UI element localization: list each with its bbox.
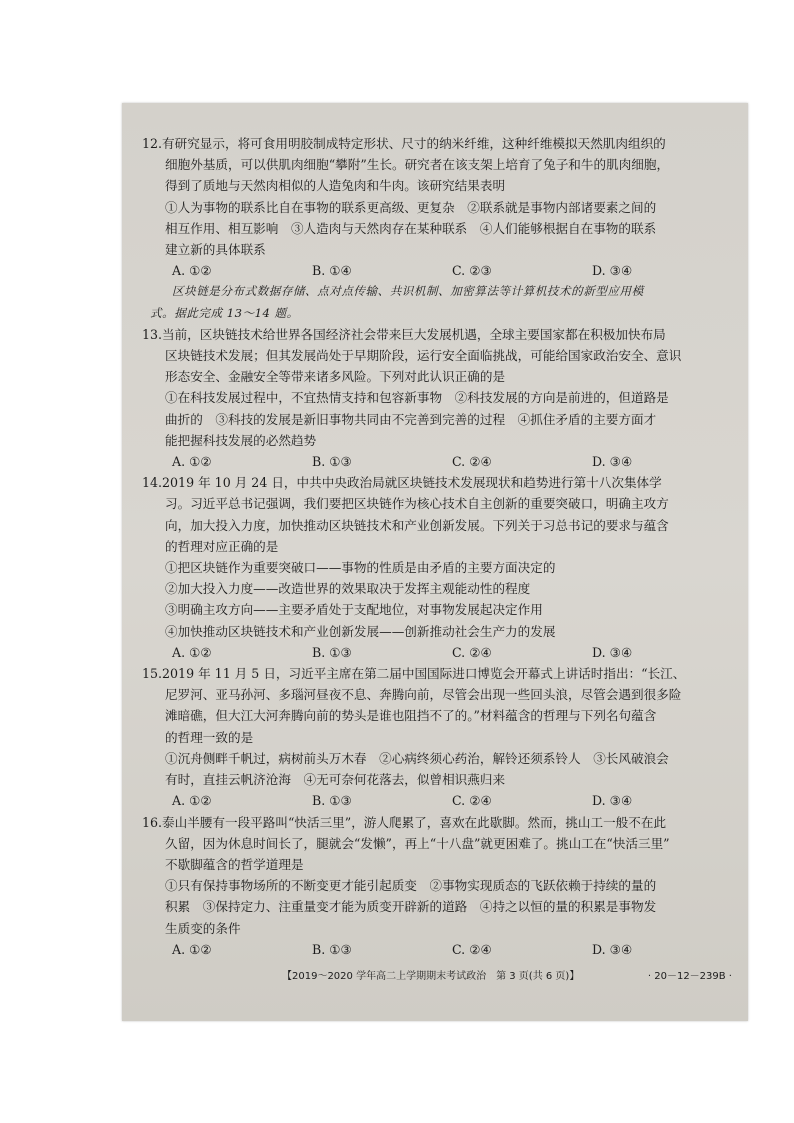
question-line: 形态安全、金融安全等带来诸多风险。下列对此认识正确的是 xyxy=(165,369,506,385)
answer-options xyxy=(142,260,732,281)
question-line: 向，加大投入力度，加快推动区块链技术和产业创新发展。下列关于习总书记的要求与蕴含 xyxy=(165,517,669,533)
option-b: B. ①③ xyxy=(312,941,352,957)
option-a: A. ①② xyxy=(172,644,212,660)
page-content xyxy=(142,133,732,960)
question-line: 得到了质地与天然肉相似的人造兔肉和牛肉。该研究结果表明 xyxy=(165,178,506,194)
question-line: 有时，直挂云帆济沧海 ④无可奈何花落去，似曾相识燕归来 xyxy=(165,772,506,788)
option-c: C. ②④ xyxy=(452,793,492,809)
question-13 xyxy=(142,324,732,472)
question-line: 区块链技术发展；但其发展尚处于早期阶段，运行安全面临挑战，可能给国家政治安全、意识 xyxy=(165,348,682,364)
answer-options xyxy=(142,451,732,472)
question-line: 15.2019 年 11 月 5 日，习近平主席在第二届中国国际进口博览会开幕式上讲话时指出：“长江、 xyxy=(142,666,686,682)
answer-options xyxy=(142,790,732,811)
question-14 xyxy=(142,472,732,663)
option-c: C. ②④ xyxy=(452,941,492,957)
footer-exam-info: 【2019～2020 学年高二上学期期末考试政治 第 3 页(共 6 页)】 xyxy=(282,971,580,982)
option-a: A. ①② xyxy=(172,793,212,809)
question-line: 13.当前，区块链技术给世界各国经济社会带来巨大发展机遇，全球主要国家都在积极加快布局 xyxy=(142,326,666,342)
question-12 xyxy=(142,133,732,281)
question-line: 积累 ③保持定力、注重量变才能为质变开辟新的道路 ④持之以恒的量的积累是事物发 xyxy=(165,899,657,915)
question-15 xyxy=(142,663,732,811)
question-line: 的哲理对应正确的是 xyxy=(165,538,279,554)
option-a: A. ①② xyxy=(172,263,212,279)
question-line: 不歇脚蕴含的哲学道理是 xyxy=(165,856,304,872)
option-b: B. ①③ xyxy=(312,793,352,809)
option-c: C. ②④ xyxy=(452,454,492,470)
question-line: ①人为事物的联系比自在事物的联系更高级、更复杂 ②联系就是事物内部诸要素之间的 xyxy=(165,199,657,215)
option-c: C. ②④ xyxy=(452,644,492,660)
question-line: 尼罗河、亚马孙河、多瑙河昼夜不息、奔腾向前，尽管会出现一些回头浪，尽管会遇到很多险 xyxy=(165,687,682,703)
question-line: 滩暗礁，但大江大河奔腾向前的势头是谁也阻挡不了的。”材料蕴含的哲理与下列名句蕴含 xyxy=(165,708,657,724)
option-d: D. ③④ xyxy=(592,941,633,957)
option-d: D. ③④ xyxy=(592,644,633,660)
question-line: 能把握科技发展的必然趋势 xyxy=(165,432,317,448)
option-b: B. ①③ xyxy=(312,644,352,660)
option-c: C. ②③ xyxy=(452,263,492,279)
question-line: ①把区块链作为重要突破口——事物的性质是由矛盾的主要方面决定的 xyxy=(165,560,556,576)
question-line: 建立新的具体联系 xyxy=(165,242,266,258)
option-d: D. ③④ xyxy=(592,793,633,809)
question-line: 细胞外基质，可以供肌肉细胞“攀附”生长。研究者在该支架上培育了兔子和牛的肌肉细胞， xyxy=(165,157,670,173)
question-line: 曲折的 ③科技的发展是新旧事物共同由不完善到完善的过程 ④抓住矛盾的主要方面才 xyxy=(165,411,657,427)
question-line: 12.有研究显示，将可食用明胶制成特定形状、尺寸的纳米纤维，这种纤维模拟天然肌肉组织的 xyxy=(142,136,666,151)
option-b: B. ①③ xyxy=(312,454,352,470)
option-a: A. ①② xyxy=(172,454,212,470)
question-line: ①在科技发展过程中，不宜热情支持和包容新事物 ②科技发展的方向是前进的，但道路是 xyxy=(165,390,669,406)
question-line: 的哲理一致的是 xyxy=(165,729,254,745)
question-line: ③明确主攻方向——主要矛盾处于支配地位，对事物发展起决定作用 xyxy=(165,602,543,618)
option-a: A. ①② xyxy=(172,941,212,957)
question-line: 习。习近平总书记强调，我们要把区块链作为核心技术自主创新的重要突破口，明确主攻方 xyxy=(165,496,669,512)
option-d: D. ③④ xyxy=(592,454,633,470)
page-footer xyxy=(282,967,732,982)
question-line: ①沉舟侧畔千帆过，病树前头万木春 ②心病终须心药治，解铃还须系铃人 ③长风破浪会 xyxy=(165,750,669,766)
footer-code: · 20－12－239B · xyxy=(647,971,732,982)
intro-line: 区块链是分布式数据存储、点对点传输、共识机制、加密算法等计算机技术的新型应用模 xyxy=(172,284,644,299)
question-16 xyxy=(142,812,732,960)
question-line: 16.泰山半腰有一段平路叫“快活三里”，游人爬累了，喜欢在此歇脚。然而，挑山工一般不在此 xyxy=(142,814,667,830)
exam-page xyxy=(122,103,748,1021)
option-b: B. ①④ xyxy=(312,263,352,279)
answer-options xyxy=(142,642,732,663)
answer-options xyxy=(142,939,732,960)
question-line: 久留，因为休息时间长了，腿就会“发懒”，再上“十八盘”就更困难了。挑山工在“快活三里” xyxy=(165,835,670,851)
question-line: ①只有保持事物场所的不断变更才能引起质变 ②事物实现质态的飞跃依赖于持续的量的 xyxy=(165,878,657,894)
question-line: ②加大投入力度——改造世界的效果取决于发挥主观能动性的程度 xyxy=(165,581,531,597)
question-line: 14.2019 年 10 月 24 日，中共中央政治局就区块链技术发展现状和趋势进行第十八次集体学 xyxy=(142,475,662,491)
question-line: 生质变的条件 xyxy=(165,920,241,936)
question-line: 相互作用、相互影响 ③人造肉与天然肉存在某种联系 ④人们能够根据自在事物的联系 xyxy=(165,220,657,236)
passage-intro xyxy=(142,281,732,323)
intro-line: 式。据此完成 13～14 题。 xyxy=(150,305,299,320)
question-line: ④加快推动区块链技术和产业创新发展——创新推动社会生产力的发展 xyxy=(165,623,556,639)
option-d: D. ③④ xyxy=(592,263,633,279)
